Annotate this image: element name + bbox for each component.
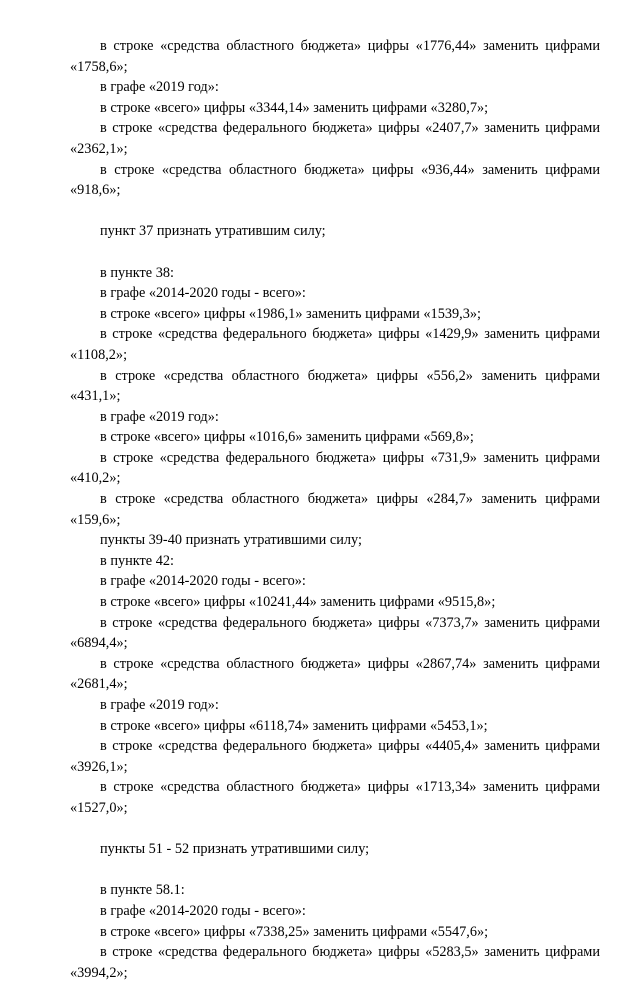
paragraph: в строке «средства федерального бюджета» цифры «731,9» заменить цифрами «410,2»; — [70, 449, 600, 487]
paragraph: пункты 39-40 признать утратившими силу; — [100, 532, 362, 549]
paragraph: в графе «2019 год»: — [100, 79, 219, 96]
paragraph: в графе «2014-2020 годы - всего»: — [100, 573, 306, 590]
paragraph: в графе «2019 год»: — [100, 697, 219, 713]
paragraph: в графе «2014-2020 годы - всего»: — [100, 902, 306, 919]
paragraph: пункт 37 признать утратившим силу; — [100, 223, 326, 240]
paragraph: в пункте 38: — [100, 264, 174, 281]
paragraph: в строке «средства областного бюджета» цифры «284,7» заменить цифрами «159,6»; — [70, 491, 600, 528]
paragraph: в строке «всего» цифры «1986,1» заменить цифрами «1539,3»; — [100, 305, 481, 322]
paragraph: в строке «средства федерального бюджета» цифры «1429,9» заменить цифрами «1108,2»; — [70, 326, 600, 363]
paragraph-gap — [70, 201, 600, 222]
paragraph: в пункте 42: — [100, 552, 174, 569]
paragraph: в строке «всего» цифры «1016,6» заменить цифрами «569,8»; — [100, 429, 474, 446]
paragraph-gap — [70, 819, 600, 840]
paragraph: в строке «средства федерального бюджета» цифры «2407,7» заменить цифрами «2362,1»; — [70, 120, 600, 157]
paragraph: в строке «всего» цифры «7338,25» заменить цифрами «5547,6»; — [100, 923, 489, 940]
paragraph-gap — [70, 860, 600, 881]
paragraph: в строке «средства областного бюджета» цифры «1776,44» заменить цифрами «1758,6»; — [70, 38, 600, 75]
paragraph: в графе «2014-2020 годы - всего»: — [100, 285, 306, 302]
paragraph: в строке «средства федерального бюджета» цифры «7373,7» заменить цифрами «6894,4»; — [70, 614, 600, 652]
paragraph: в строке «средства областного бюджета» цифры «556,2» заменить цифрами «431,1»; — [70, 367, 600, 405]
paragraph: в строке «средства федерального бюджета» цифры «5283,5» заменить цифрами «3994,2»; — [70, 944, 600, 981]
paragraph: в графе «2019 год»: — [100, 408, 219, 425]
paragraph: в строке «средства областного бюджета» цифры «1713,34» заменить цифрами «1527,0»; — [70, 779, 600, 816]
paragraph: в строке «всего» цифры «3344,14» заменить цифрами «3280,7»; — [100, 99, 489, 116]
paragraph: в строке «средства областного бюджета» цифры «2867,74» заменить цифрами «2681,4»; — [70, 655, 600, 693]
paragraph: пункты 51 - 52 признать утратившими силу; — [100, 841, 370, 858]
document-page — [70, 36, 600, 983]
paragraph: в строке «средства областного бюджета» цифры «936,44» заменить цифрами «918,6»; — [70, 161, 600, 199]
paragraph: в строке «средства федерального бюджета» цифры «4405,4» заменить цифрами «3926,1»; — [70, 738, 600, 775]
paragraph: в пункте 58.1: — [100, 882, 185, 899]
paragraph: в строке «всего» цифры «10241,44» заменить цифрами «9515,8»; — [100, 594, 496, 611]
paragraph: в строке «всего» цифры «6118,74» заменить цифрами «5453,1»; — [100, 717, 488, 734]
paragraph-gap — [70, 242, 600, 263]
